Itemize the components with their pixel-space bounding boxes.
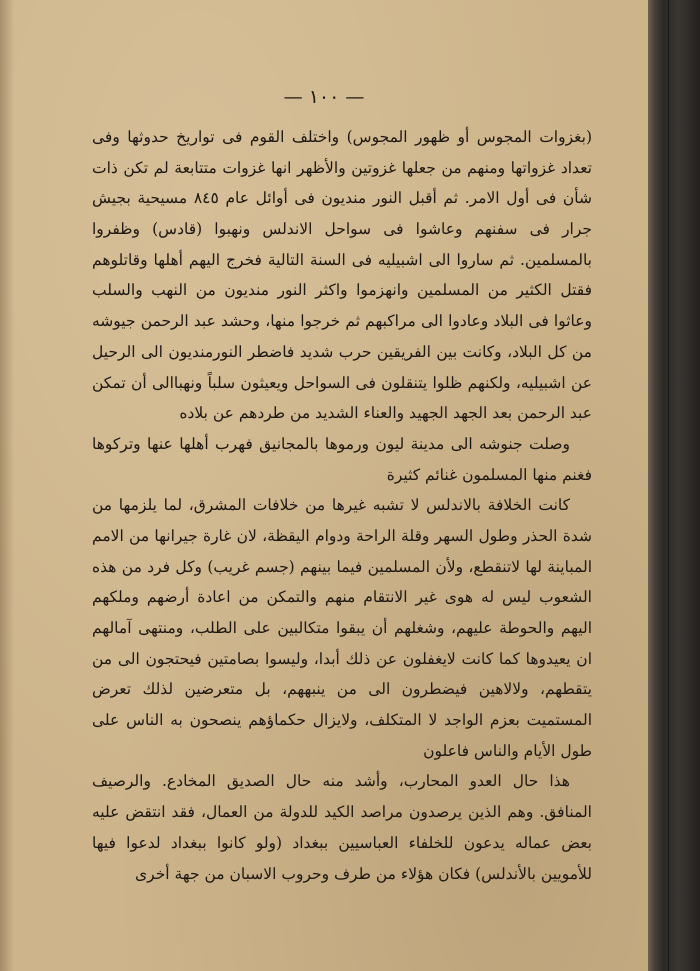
page-number: — ١٠٠ — bbox=[283, 86, 365, 108]
paragraph-1: (بغزوات المجوس أو ظهور المجوس) واختلف القوم فى تواريخ حدوثها وفى تعداد غزواتها ومنهم من جعلها غزوتين والأظهر انها غزوات متتابعة لم تكن ذات شأن فى أول الامر. ثم أقبل النور منديون فى أوائل عام ٨٤٥ مسيحية بجيش جرار فى سفنهم وعاشوا فى سواحل الاندلس ونهبوا (قادس) وظفروا بالمسلمين. ثم ساروا الى اشبيليه فى السنة التالية فخرج اليهم أهلها وقاتلوهم فقتل الكثير من المسلمين وانهزموا واكثر النور منديون من النهب والسلب وعاثوا فى البلاد وعادوا الى مراكبهم ثم خرجوا منها، وحشد عبد الرحمن جيوشه من كل البلاد، وكانت بين الفريقين حرب شديد فاضطر النورمنديون الى الرحيل عن اشبيليه، ولكنهم ظلوا يتنقلون فى السواحل ويعيثون سلباً ونهباالى أن تمكن عبد الرحمن بعد الجهد الجهيد والعناء الشديد من طردهم عن بلاده bbox=[92, 128, 592, 423]
paragraph-2: وصلت جنوشه الى مدينة ليون ورموها بالمجانيق فهرب أهلها عنها وتركوها فغنم منها المسلمون غنائم كثيرة bbox=[92, 434, 592, 484]
paragraph-3: كانت الخلافة بالاندلس لا تشبه غيرها من خلافات المشرق، لما يلزمها من شدة الحذر وطول السهر وقلة الراحة ودوام اليقظة، لان غارة جيرانها من الامم المباينة لها لاتنقطع، ولأن المسلمين فيما بينهم (جسم غريب) وكل فرد من هذه الشعوب ليس له هوى غير الانتقام منهم والتمكن من اعادة أرضهم وملكهم اليهم والحوطة عليهم، وشغلهم أن يبقوا متكالبين على الطلب، ومنتهى آمالهم ان يعيدوها كما كانت لايغفلون عن ذلك أبدا، وليسوا بصامتين فيحتجون الى من يتقطهم، ولالاهين فيضطرون الى من ينبههم، بل متعرضين لذلك تعرض المستميت بعزم الواجد لا المتكلف، ولايزال حكماؤهم ينصحون به الناس على طول الأيام والناس فاعلون bbox=[92, 496, 592, 760]
body-text bbox=[92, 122, 592, 889]
paragraph-4: هذا حال العدو المحارب، وأشد منه حال الصديق المخادع. والرصيف المنافق. وهم الذين يرصدون مراصد الكيد للدولة من العمال، فقد انتقض عليه بعض عماله يدعون للخلفاء العباسيين ببغداد (ولو كانوا ببغداد لدعوا فيها للأمويين بالأندلس) فكان هؤلاء من طرف وحروب الاسبان من جهة أخرى bbox=[92, 772, 592, 883]
book-binding bbox=[648, 0, 700, 971]
binding-seam bbox=[668, 0, 669, 971]
